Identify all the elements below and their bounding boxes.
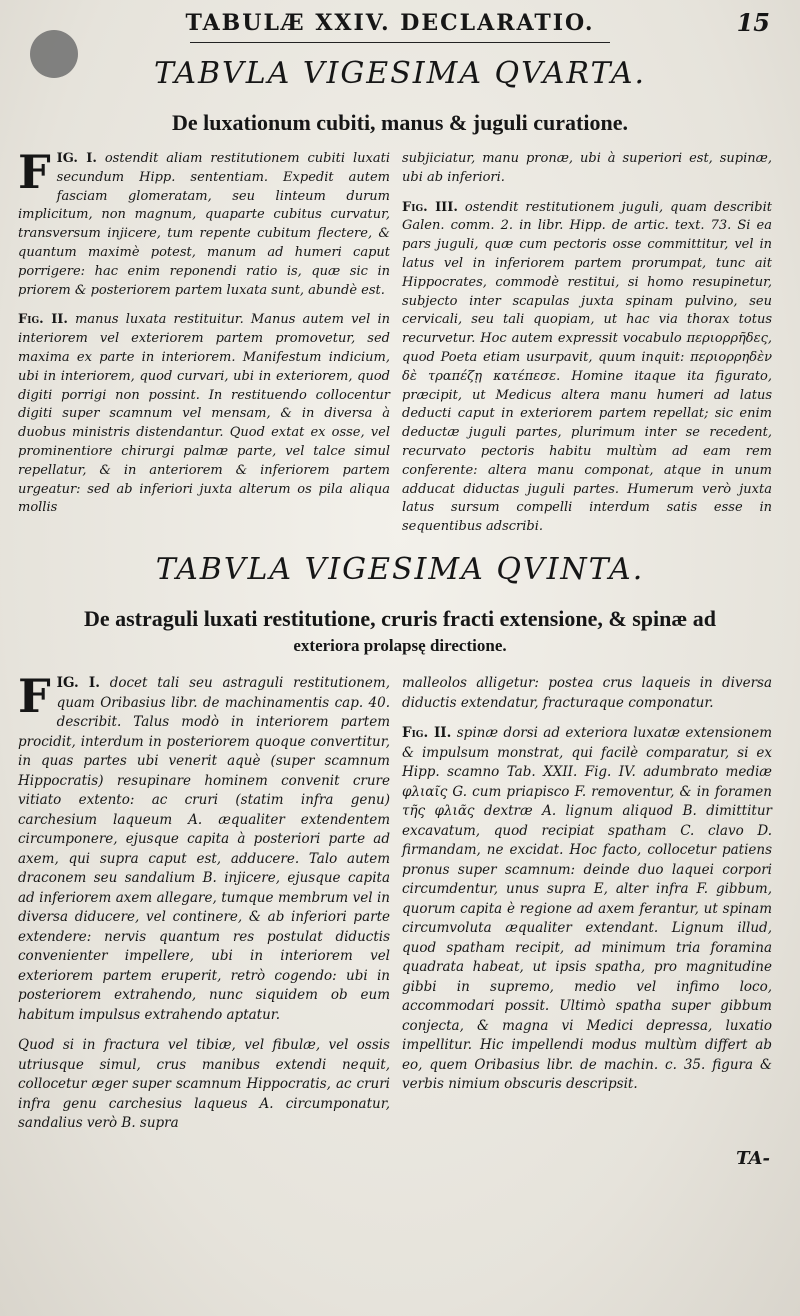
figure-ref: IG. I. <box>56 675 100 691</box>
paragraph <box>18 311 390 518</box>
paragraph <box>402 724 772 1095</box>
paragraph <box>18 1036 390 1134</box>
paragraph <box>402 150 772 188</box>
paragraph-text: ostendit aliam restitutionem cubiti luxati secundum Hipp. sententiam. Expedit autem fasciam glomeratam, seu linteum durum implicitum, non magnum, quaparte cubitus curvatur, transversum injicere, tum repente cubitum flectere, & quantum maximè potest, manum ad humeri caput porrigere: hac enim reponendi ratio is, quæ sic in priorem & posteriorem partem luxata sunt, abundè est. <box>18 151 390 298</box>
running-head: TABULÆ XXIV. DECLARATIO. <box>185 10 595 36</box>
tabula-25-heading: De astraguli luxati restitutione, cruris fracti extensione, & spinæ ad <box>83 606 717 631</box>
paragraph-text: manus luxata restituitur. Manus autem vel in interiorem vel exteriorem partem promovetur, sed maxima ex parte in interiorem. Manifestum indicium, ubi in interiorem, quod curvari, ubi in exteriorem, quod digiti porrigi non possint. In restituendo collocentur digiti super scamnum vel mensam, & in diversa à duobus ministris distendantur. Quod extat ex osse, vel prominentiore chirurgi palmæ parte, vel talce simul repellatur, & in anteriorem & inferiorem partem urgeatur: sed ab inferiori juxta alterum os pila aliqua mollis <box>18 312 390 516</box>
tabula-25-subheading: exteriora prolapsę directione. <box>293 636 507 655</box>
paragraph <box>402 199 772 537</box>
tabula-24-heading: De luxationum cubiti, manus & juguli curatione. <box>172 110 628 135</box>
tabula-24-left-column <box>18 145 390 540</box>
paragraph-text: docet tali seu astraguli restitutionem, quam Oribasius libr. de machinamentis cap. 40. describit. Talus modò in interiorem partem procidit, interdum in posteriorem quoque convertitur, in quas partes ubi venerit aquè (super scamnum Hippocratis) resupinare hominem convenit crure vitiato extento: ac cruri (statim infra genu) carchesium laqueum A. æqualiter extendentem circumponere, ejusque capita à posteriori parte ad axem, qui supra caput est, adducere. Talo autem draconem seu sandalium B. injicere, ejusque capita ad inferiorem axem allegare, tumque membrum vel in diversa diducere, vel continere, & ab inferiori parte extendere: nervis quantum res postulat diductis convenienter impellere, ubi in interiorem vel exteriorem partem eruperit, retrò cogendo: ubi in posteriorem extrahendo, nunc siquidem ob eum habitum impulsus extrahendo aptatur. <box>18 675 391 1023</box>
drop-cap: F <box>18 145 51 199</box>
header-rule <box>190 42 610 43</box>
paragraph-text: Quod si in fractura vel tibiæ, vel fibulæ, vel ossis utriusque simul, crus manibus extendi nequit, collocetur æger super scamnum Hippocratis, ac cruri infra genu carchesius laqueus A. circumponatur, sandalius verò B. supra <box>18 1037 390 1131</box>
paragraph-text: ostendit restitutionem juguli, quam describit Galen. comm. 2. in libr. Hipp. de artic. text. 73. Si ea pars juguli, quæ cum pectoris osse committitur, vel in latus vel in inferiorem partem prorumpat, tunc ait Hippocrates, commodè restitui, si homo resupinetur, subjecto inter scapulas juxta spinam pulvino, seu cervicali, seu tali quopiam, ut hac via thorax totus recurvetur. Hoc autem expressit vocabulo περιορρῆδες, quod Poeta etiam usurpavit, quum inquit: περιορρηδὲν δὲ τραπέζῃ κατέπεσε. Homine itaque ita figurato, præcipit, ut Medicus altera manu humeri ad latus deducti caput in exteriorem partem repellat; sic enim deductæ juguli partes, plurimum inter se recedent, recurvato pectoris habitu multùm ad eam rem conferente: altera manu componat, atque in unum adducat diductas juguli partes. Humerum verò juxta latus sursum compelli interdum satis esse in sequentibus adscribi. <box>402 199 772 535</box>
tabula-25-title: TABVLA VIGESIMA QVINTA. <box>155 552 645 587</box>
paragraph-text: malleolos alligetur: postea crus laqueis in diversa diductis extendatur, fracturaque componatur. <box>402 675 772 711</box>
figure-ref: Fig. II. <box>402 725 452 741</box>
figure-ref: IG. I. <box>56 151 97 166</box>
paragraph-text: subjiciatur, manu pronæ, ubi à superiori est, supinæ, ubi ab inferiori. <box>402 151 772 185</box>
page-number: 15 <box>736 8 770 37</box>
tabula-24-right-column <box>402 150 772 540</box>
paragraph <box>18 669 391 1025</box>
tabula-24-title: TABVLA VIGESIMA QVARTA. <box>153 56 647 91</box>
figure-ref: Fig. III. <box>402 199 458 215</box>
catchword: TA- <box>736 1148 770 1169</box>
figure-ref: Fig. II. <box>18 312 68 328</box>
drop-cap: F <box>18 669 51 723</box>
tabula-25-right-column <box>402 674 772 1134</box>
paragraph-text: spinæ dorsi ad exteriora luxatæ extensionem & impulsum monstrat, qui facilè comparatur, si ex Hipp. scamno Tab. XXII. Fig. IV. adumbrato mediæ φλιαῖς G. cum priapisco F. removentur, & in foramen τῆς φλιᾶς dextræ A. lignum aliquod B. dimittitur excavatum, quod recipiat spatham C. clavo D. firmandam, ne excidat. Hoc facto, collocetur patiens pronus super scamnum: deinde duo laquei corpori circumdentur, unus supra E, alter infra F. gibbum, quorum capita è regione ad axem ferantur, ut spinam circumvoluta æqualiter extendant. Lignum illud, quod spatham recipit, ad minimum tria foramina quadrata habeat, ut ipsis spatha, pro magnitudine gibbi in supremo, medio vel infimo loco, accommodari possit. Ultimò spatha super gibbum conjecta, & magna vi Medici depressa, luxatio impellitur. Hic impellendi modus multùm differt ab eo, quem Oribasius libr. de machin. c. 35. figura & verbis nimium obscuris descripsit. <box>402 725 772 1092</box>
paragraph <box>402 674 772 713</box>
tabula-25-left-column <box>18 669 391 1134</box>
paragraph <box>18 145 390 300</box>
